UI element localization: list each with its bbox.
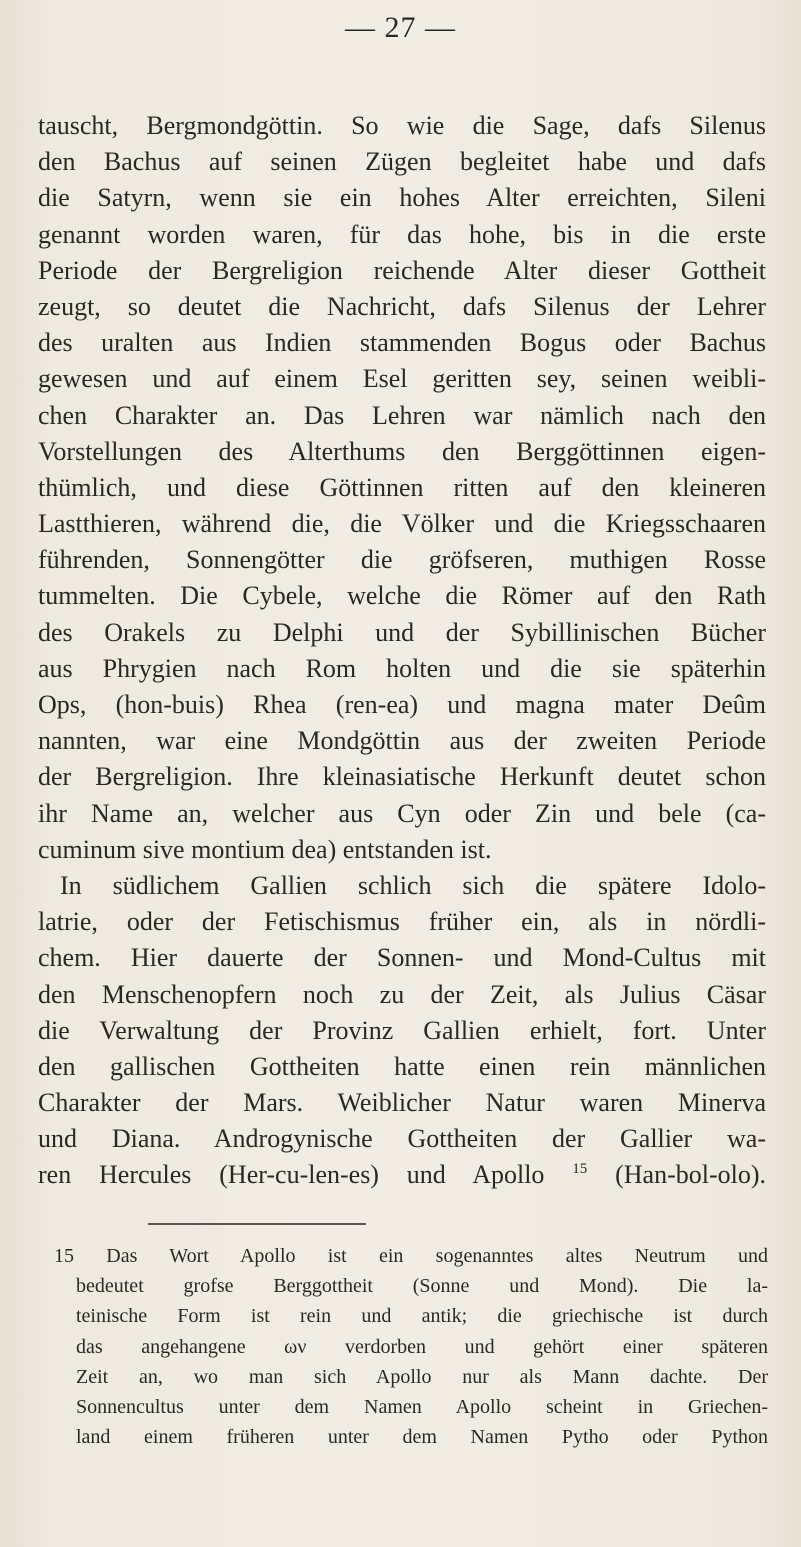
text-segment: ren Hercules (Her-cu-len-es) und Apollo	[38, 1160, 545, 1190]
text-segment: (Han-bol-olo).	[615, 1160, 767, 1190]
footnote-line: 15 Das Wort Apollo ist ein sogenanntes altes Neutrum und	[54, 1245, 768, 1267]
text-line: chem. Hier dauerte der Sonnen- und Mond-Cultus mit	[38, 943, 766, 973]
page-number: — 27 —	[345, 11, 456, 44]
text-line: des Orakels zu Delphi und der Sybillinischen Bücher	[38, 617, 766, 647]
text-line-with-footnote-ref	[38, 1157, 766, 1193]
text-line: führenden, Sonnengötter die gröfseren, muthigen Rosse	[38, 545, 766, 575]
text-line: aus Phrygien nach Rom holten und die sie späterhin	[38, 653, 766, 683]
footnote-reference[interactable]: 15	[572, 1161, 588, 1178]
footnote-line: teinische Form ist rein und antik; die griechische ist durch	[76, 1305, 768, 1328]
text-line: Charakter der Mars. Weiblicher Natur waren Minerva	[38, 1088, 766, 1118]
text-line: tauscht, Bergmondgöttin. So wie die Sage, dafs Silenus	[38, 111, 766, 140]
text-line: tummelten. Die Cybele, welche die Römer auf den Rath	[38, 581, 766, 611]
text-line: des uralten aus Indien stammenden Bogus oder Bachus	[38, 328, 766, 358]
main-text-block	[38, 108, 766, 1194]
text-line: cuminum sive montium dea) entstanden ist.	[38, 834, 492, 864]
footnote-line: Sonnencultus unter dem Namen Apollo scheint in Griechen-	[76, 1395, 768, 1418]
text-line: gewesen und auf einem Esel geritten sey, seinen weibli-	[38, 364, 766, 394]
text-line: nannten, war eine Mondgöttin aus der zweiten Periode	[38, 726, 766, 756]
text-line: thümlich, und diese Göttinnen ritten auf den kleineren	[38, 472, 766, 502]
text-line: latrie, oder der Fetischismus früher ein, als in nördli-	[38, 907, 766, 937]
footnote-line: bedeutet grofse Berggottheit (Sonne und Mond). Die la-	[76, 1275, 768, 1298]
footnote-separator	[148, 1223, 366, 1225]
footnote-line: Zeit an, wo man sich Apollo nur als Mann dachte. Der	[76, 1365, 768, 1388]
text-line: Ops, (hon-buis) Rhea (ren-ea) und magna mater Deûm	[38, 690, 766, 719]
footnote-block	[38, 1241, 768, 1452]
text-line: chen Charakter an. Das Lehren war nämlich nach den	[38, 400, 766, 430]
text-line: den gallischen Gottheiten hatte einen rein männlichen	[38, 1051, 766, 1081]
text-line: In südlichem Gallien schlich sich die spätere Idolo-	[60, 870, 766, 900]
text-line: die Verwaltung der Provinz Gallien erhielt, fort. Unter	[38, 1015, 766, 1045]
text-line: Periode der Bergreligion reichende Alter dieser Gottheit	[38, 255, 766, 285]
footnote-line: land einem früheren unter dem Namen Pytho oder Python	[76, 1426, 768, 1449]
text-line: ihr Name an, welcher aus Cyn oder Zin und bele (ca-	[38, 798, 766, 828]
text-line: der Bergreligion. Ihre kleinasiatische Herkunft deutet schon	[38, 762, 766, 792]
text-line: Vorstellungen des Alterthums den Berggöttinnen eigen-	[38, 436, 766, 466]
text-line: den Bachus auf seinen Zügen begleitet habe und dafs	[38, 147, 766, 177]
footnote-line: das angehangene ων verdorben und gehört einer späteren	[76, 1335, 768, 1358]
text-line: zeugt, so deutet die Nachricht, dafs Silenus der Lehrer	[38, 291, 766, 321]
text-line: Lastthieren, während die, die Völker und die Kriegsschaaren	[38, 509, 766, 539]
text-line: und Diana. Androgynische Gottheiten der Gallier wa-	[38, 1124, 766, 1154]
text-line: die Satyrn, wenn sie ein hohes Alter erreichten, Sileni	[38, 183, 766, 213]
text-line: den Menschenopfern noch zu der Zeit, als Julius Cäsar	[38, 979, 766, 1009]
text-line: genannt worden waren, für das hohe, bis in die erste	[38, 219, 766, 249]
